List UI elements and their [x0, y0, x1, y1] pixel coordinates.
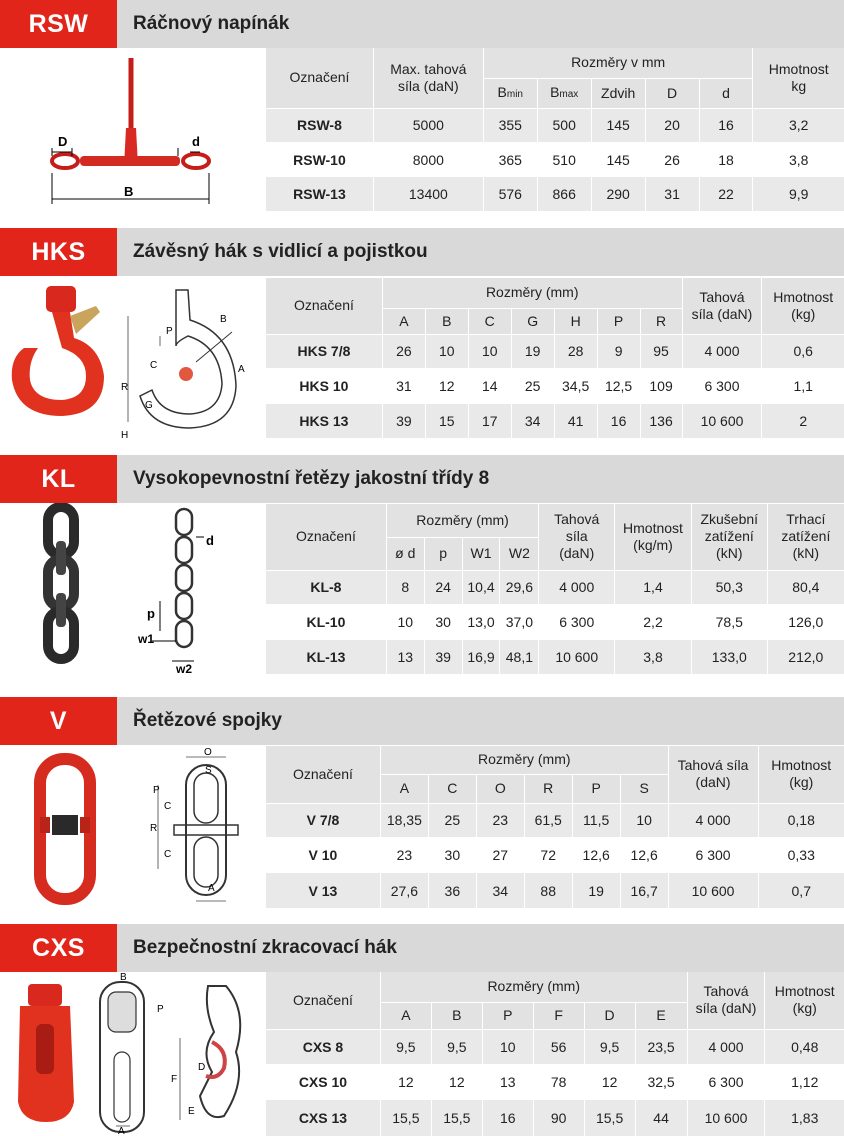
dimension-label: R	[150, 823, 158, 834]
table-cell: 510	[537, 142, 591, 177]
table-cell: 72	[524, 837, 572, 873]
table-cell: 28	[554, 334, 597, 368]
table-cell: 18,35	[380, 803, 428, 837]
table-cell: 12	[425, 368, 468, 404]
section-title: Bezpečnostní zkracovací hák	[133, 937, 397, 958]
table-row	[266, 640, 844, 674]
table-cell: 18	[699, 142, 753, 177]
column-header	[758, 746, 844, 803]
column-header: C	[468, 308, 511, 334]
dimension-label: E	[188, 1106, 195, 1117]
table-cell: 9,5	[380, 1029, 431, 1064]
section-title: Řetězové spojky	[133, 710, 282, 731]
table-cell: 145	[591, 108, 645, 142]
spec-table	[265, 746, 844, 908]
table-row	[266, 334, 844, 368]
table-row	[266, 142, 844, 177]
table-row	[266, 404, 844, 438]
table-cell: 88	[524, 873, 572, 908]
column-header: P	[572, 774, 620, 803]
table-cell: 212,0	[767, 640, 844, 674]
table-row	[266, 803, 844, 837]
column-header: Označení	[266, 504, 387, 570]
section-v	[0, 697, 844, 917]
table-row	[266, 1029, 844, 1064]
section-header-bar	[0, 697, 844, 745]
column-header	[539, 504, 615, 570]
table-cell: 12,5	[597, 368, 640, 404]
section-rsw	[0, 0, 844, 220]
table-cell: 20	[645, 108, 699, 142]
dimension-label: S	[205, 765, 212, 776]
column-group-header: Rozměry (mm)	[380, 972, 687, 1002]
table-cell: 3,2	[753, 108, 844, 142]
dimension-label: A	[118, 1126, 125, 1136]
table-cell: 11,5	[572, 803, 620, 837]
ratchet-binder-drawing	[0, 48, 262, 218]
table-cell: 109	[640, 368, 682, 404]
table-cell: 34	[511, 404, 554, 438]
table-cell: 27	[476, 837, 524, 873]
row-label: V 13	[266, 873, 381, 908]
column-header: R	[640, 308, 682, 334]
row-label: CXS 10	[266, 1064, 381, 1100]
dimension-label: C	[150, 360, 158, 371]
table-cell: 56	[533, 1029, 584, 1064]
spec-table	[265, 972, 844, 1136]
dimension-label: P	[166, 326, 173, 337]
table-cell: 25	[511, 368, 554, 404]
column-header: O	[476, 774, 524, 803]
table-cell: 0,18	[758, 803, 844, 837]
header-symbol: B	[497, 83, 507, 100]
row-label: HKS 10	[266, 368, 383, 404]
dimension-label: C	[164, 849, 172, 860]
dimension-label: B	[124, 184, 134, 199]
table-cell: 16	[482, 1100, 533, 1136]
header-line: (kg)	[789, 774, 814, 791]
column-header: H	[554, 308, 597, 334]
column-header: E	[635, 1002, 687, 1029]
table-cell: 16,9	[462, 640, 500, 674]
table-cell: 37,0	[500, 604, 539, 640]
table-cell: 25	[428, 803, 476, 837]
column-header	[483, 78, 537, 108]
table-cell: 5000	[373, 108, 483, 142]
product-code-badge: RSW	[0, 0, 117, 48]
column-header: G	[511, 308, 554, 334]
table-cell: 23,5	[635, 1029, 687, 1064]
table-cell: 15,5	[431, 1100, 482, 1136]
section-title: Ráčnový napínák	[133, 13, 290, 34]
table-cell: 13,0	[462, 604, 500, 640]
dimension-label: F	[171, 1074, 178, 1085]
header-line: (kg/m)	[633, 536, 673, 553]
table-cell: 6 300	[668, 837, 758, 873]
header-line: Tahová	[699, 288, 745, 305]
table-cell: 145	[591, 142, 645, 177]
table-row	[266, 837, 844, 873]
header-line: Hmotnost	[771, 757, 832, 774]
product-code-badge: KL	[0, 455, 117, 503]
spec-table	[265, 48, 844, 211]
table-cell: 4 000	[539, 570, 615, 604]
table-cell: 136	[640, 404, 682, 438]
table-row	[266, 368, 844, 404]
column-header: A	[380, 774, 428, 803]
column-group-header: Rozměry (mm)	[380, 746, 668, 774]
table-cell: 78	[533, 1064, 584, 1100]
column-header	[615, 504, 692, 570]
dimension-label: d	[206, 533, 214, 548]
spec-table	[265, 504, 844, 674]
header-line: Hmotnost	[623, 519, 683, 536]
table-row	[266, 177, 844, 211]
dimension-label: A	[238, 364, 245, 375]
table-cell: 4 000	[682, 334, 762, 368]
dimension-label: R	[121, 382, 129, 393]
table-cell: 12,6	[572, 837, 620, 873]
row-label: V 7/8	[266, 803, 381, 837]
dimension-label: P	[153, 785, 160, 796]
product-code-badge: V	[0, 697, 117, 745]
column-header: B	[431, 1002, 482, 1029]
table-cell: 8	[386, 570, 424, 604]
table-cell: 48,1	[500, 640, 539, 674]
header-line: zatížení	[704, 528, 754, 545]
dimension-label: H	[121, 430, 129, 441]
table-cell: 10	[620, 803, 668, 837]
header-line: síla (daN)	[398, 77, 459, 94]
dimension-label: D	[58, 134, 68, 149]
table-cell: 24	[424, 570, 462, 604]
row-label: CXS 8	[266, 1029, 381, 1064]
table-cell: 16	[699, 108, 753, 142]
column-header: D	[645, 78, 699, 108]
table-cell: 0,6	[762, 334, 844, 368]
table-cell: 10,4	[462, 570, 500, 604]
table-cell: 29,6	[500, 570, 539, 604]
row-label: KL-13	[266, 640, 387, 674]
table-cell: 16,7	[620, 873, 668, 908]
table-cell: 26	[645, 142, 699, 177]
table-cell: 6 300	[539, 604, 615, 640]
header-line: (daN)	[695, 774, 731, 791]
row-label: KL-10	[266, 604, 387, 640]
dimension-label: G	[145, 400, 153, 411]
table-cell: 44	[635, 1100, 687, 1136]
column-header: Označení	[266, 746, 381, 803]
dimension-label: O	[204, 747, 212, 758]
column-header: P	[597, 308, 640, 334]
column-header: A	[380, 1002, 431, 1029]
dimension-label: B	[220, 314, 227, 325]
row-label: HKS 13	[266, 404, 383, 438]
table-row	[266, 604, 844, 640]
dimension-label: D	[198, 1062, 206, 1073]
table-cell: 290	[591, 177, 645, 211]
dimension-label: w1	[138, 632, 155, 646]
table-cell: 10 600	[687, 1100, 765, 1136]
table-cell: 9,5	[431, 1029, 482, 1064]
table-cell: 13400	[373, 177, 483, 211]
table-cell: 14	[468, 368, 511, 404]
row-label: KL-8	[266, 570, 387, 604]
table-row	[266, 108, 844, 142]
table-cell: 8000	[373, 142, 483, 177]
header-line: (kg)	[791, 305, 816, 322]
table-cell: 365	[483, 142, 537, 177]
table-cell: 41	[554, 404, 597, 438]
table-cell: 31	[382, 368, 425, 404]
table-cell: 3,8	[753, 142, 844, 177]
table-cell: 9,5	[584, 1029, 635, 1064]
header-line: síla (daN)	[695, 1000, 757, 1017]
table-cell: 19	[572, 873, 620, 908]
spec-table	[265, 278, 844, 438]
section-header-bar	[0, 0, 844, 48]
table-cell: 32,5	[635, 1064, 687, 1100]
column-group-header: Rozměry (mm)	[386, 504, 539, 537]
row-label: HKS 7/8	[266, 334, 383, 368]
table-cell: 78,5	[691, 604, 767, 640]
row-label: RSW-13	[266, 177, 374, 211]
table-cell: 15	[425, 404, 468, 438]
column-header: ø d	[386, 537, 424, 570]
product-code-badge: HKS	[0, 228, 117, 276]
table-cell: 17	[468, 404, 511, 438]
header-line: Trhací	[786, 511, 826, 528]
header-line: síla	[565, 528, 588, 545]
header-subscript: max	[559, 88, 579, 100]
table-cell: 10	[468, 334, 511, 368]
section-title: Vysokopevnostní řetězy jakostní třídy 8	[133, 468, 490, 489]
table-cell: 10	[482, 1029, 533, 1064]
table-row	[266, 873, 844, 908]
column-header: B	[425, 308, 468, 334]
column-header	[682, 278, 762, 334]
dimension-label: p	[147, 606, 155, 621]
table-cell: 90	[533, 1100, 584, 1136]
header-line: (kg)	[792, 1000, 817, 1017]
table-cell: 10	[425, 334, 468, 368]
row-label: RSW-10	[266, 142, 374, 177]
column-header: d	[699, 78, 753, 108]
header-line: kg	[791, 77, 807, 94]
table-cell: 30	[428, 837, 476, 873]
table-cell: 15,5	[584, 1100, 635, 1136]
section-title: Závěsný hák s vidlicí a pojistkou	[133, 241, 428, 262]
header-line: Tahová	[703, 983, 749, 1000]
column-header: Označení	[266, 278, 383, 334]
column-group-header: Rozměry v mm	[483, 48, 753, 78]
table-cell: 133,0	[691, 640, 767, 674]
column-header	[765, 972, 844, 1029]
table-cell: 13	[482, 1064, 533, 1100]
column-header: D	[584, 1002, 635, 1029]
column-header	[762, 278, 844, 334]
table-cell: 12	[584, 1064, 635, 1100]
table-cell: 1,4	[615, 570, 692, 604]
table-cell: 95	[640, 334, 682, 368]
table-cell: 19	[511, 334, 554, 368]
header-line: (daN)	[559, 545, 595, 562]
column-header	[687, 972, 765, 1029]
table-row	[266, 570, 844, 604]
table-cell: 0,7	[758, 873, 844, 908]
column-group-header: Rozměry (mm)	[382, 278, 682, 308]
column-header	[373, 48, 483, 108]
table-cell: 10 600	[668, 873, 758, 908]
dimension-label: B	[120, 972, 127, 983]
table-cell: 4 000	[668, 803, 758, 837]
column-header: R	[524, 774, 572, 803]
header-line: Hmotnost	[774, 983, 835, 1000]
chain-drawing	[0, 503, 262, 683]
header-line: síla (daN)	[691, 305, 753, 322]
table-cell: 1,1	[762, 368, 844, 404]
column-header: P	[482, 1002, 533, 1029]
table-cell: 2	[762, 404, 844, 438]
table-cell: 0,33	[758, 837, 844, 873]
table-cell: 2,2	[615, 604, 692, 640]
table-cell: 10 600	[682, 404, 762, 438]
table-cell: 34	[476, 873, 524, 908]
dimension-label: d	[192, 134, 200, 149]
column-header: p	[424, 537, 462, 570]
column-header: C	[428, 774, 476, 803]
table-cell: 9	[597, 334, 640, 368]
table-row	[266, 1064, 844, 1100]
column-header	[753, 48, 844, 108]
column-header: Zdvih	[591, 78, 645, 108]
table-cell: 15,5	[380, 1100, 431, 1136]
table-cell: 355	[483, 108, 537, 142]
table-cell: 6 300	[682, 368, 762, 404]
table-cell: 4 000	[687, 1029, 765, 1064]
table-cell: 16	[597, 404, 640, 438]
table-cell: 22	[699, 177, 753, 211]
table-cell: 31	[645, 177, 699, 211]
table-cell: 10 600	[539, 640, 615, 674]
table-cell: 500	[537, 108, 591, 142]
table-cell: 34,5	[554, 368, 597, 404]
column-header	[767, 504, 844, 570]
table-cell: 61,5	[524, 803, 572, 837]
dimension-label: w2	[176, 662, 193, 676]
header-line: Hmotnost	[773, 288, 834, 305]
header-line: zatížení	[781, 528, 831, 545]
row-label: CXS 13	[266, 1100, 381, 1136]
table-cell: 36	[428, 873, 476, 908]
header-line: Tahová síla	[677, 757, 749, 774]
header-line: (kN)	[792, 545, 820, 562]
column-header: W2	[500, 537, 539, 570]
table-cell: 39	[382, 404, 425, 438]
header-line: Hmotnost	[768, 60, 829, 77]
table-row	[266, 1100, 844, 1136]
dimension-label: A	[208, 883, 215, 894]
table-cell: 0,48	[765, 1029, 844, 1064]
column-header: Označení	[266, 48, 374, 108]
table-cell: 10	[386, 604, 424, 640]
section-hks	[0, 228, 844, 448]
header-subscript: min	[506, 88, 523, 100]
column-header: F	[533, 1002, 584, 1029]
header-symbol: B	[550, 83, 560, 100]
header-line: Tahová	[554, 511, 600, 528]
table-cell: 866	[537, 177, 591, 211]
column-header: S	[620, 774, 668, 803]
table-cell: 6 300	[687, 1064, 765, 1100]
table-cell: 80,4	[767, 570, 844, 604]
column-header	[668, 746, 758, 803]
header-line: Max. tahová	[390, 60, 467, 77]
row-label: V 10	[266, 837, 381, 873]
table-cell: 1,12	[765, 1064, 844, 1100]
table-cell: 3,8	[615, 640, 692, 674]
column-header: W1	[462, 537, 500, 570]
header-line: Zkušební	[700, 511, 759, 528]
table-cell: 12	[431, 1064, 482, 1100]
connecting-link-drawing	[0, 745, 262, 915]
column-header	[691, 504, 767, 570]
table-cell: 27,6	[380, 873, 428, 908]
section-header-bar	[0, 924, 844, 972]
table-cell: 30	[424, 604, 462, 640]
table-cell: 12	[380, 1064, 431, 1100]
dimension-label: C	[164, 801, 172, 812]
shortening-hook-drawing	[0, 972, 262, 1136]
table-cell: 39	[424, 640, 462, 674]
table-cell: 12,6	[620, 837, 668, 873]
column-header: A	[382, 308, 425, 334]
section-kl	[0, 455, 844, 685]
column-header: Označení	[266, 972, 381, 1029]
hook-drawing	[0, 276, 262, 446]
table-cell: 23	[476, 803, 524, 837]
table-cell: 26	[382, 334, 425, 368]
column-header	[537, 78, 591, 108]
table-cell: 9,9	[753, 177, 844, 211]
header-line: (kN)	[716, 545, 743, 562]
section-cxs	[0, 924, 844, 1136]
row-label: RSW-8	[266, 108, 374, 142]
table-cell: 50,3	[691, 570, 767, 604]
product-code-badge: CXS	[0, 924, 117, 972]
table-cell: 23	[380, 837, 428, 873]
table-cell: 126,0	[767, 604, 844, 640]
table-cell: 576	[483, 177, 537, 211]
table-cell: 1,83	[765, 1100, 844, 1136]
table-cell: 13	[386, 640, 424, 674]
dimension-label: P	[157, 1004, 164, 1015]
